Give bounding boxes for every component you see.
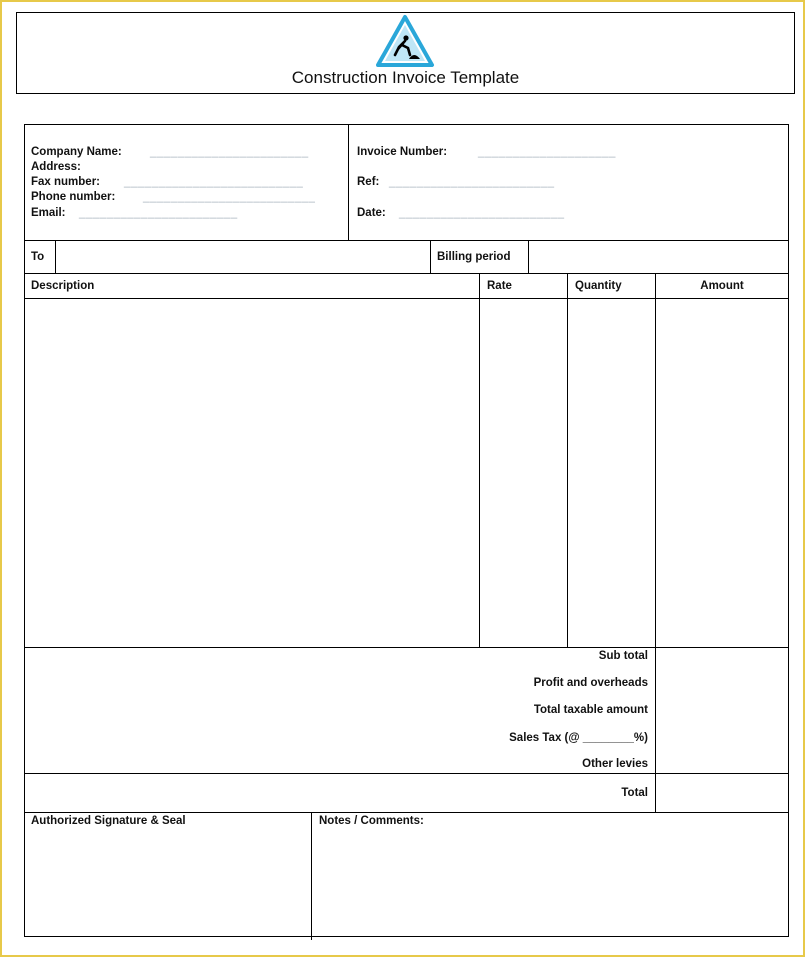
- table-left-border: [24, 124, 25, 937]
- rate-column-header: Rate: [487, 280, 512, 292]
- footer-divider: [311, 812, 312, 940]
- rate-column-line: [479, 273, 480, 647]
- header-divider: [348, 124, 349, 240]
- sales-tax-label: Sales Tax (@ ________%): [509, 732, 648, 744]
- billing-divider-right: [528, 240, 529, 273]
- items-bottom-line: [24, 647, 789, 648]
- table-top-border: [24, 124, 789, 125]
- invoice-number-label: Invoice Number:: [357, 146, 448, 158]
- info-bottom-line: [24, 240, 789, 241]
- phone-label: Phone number:: [31, 191, 116, 203]
- table-right-border: [788, 124, 789, 937]
- email-label: Email:: [31, 207, 66, 219]
- company-name-label: Company Name:: [31, 146, 122, 158]
- subtotal-label: Sub total: [598, 650, 648, 662]
- signature-seal-label: Authorized Signature & Seal: [31, 815, 186, 827]
- address-label: Address:: [31, 161, 81, 173]
- quantity-column-line: [567, 273, 568, 647]
- total-row-bottom-line: [24, 812, 789, 813]
- phone-field[interactable]: _________________________: [143, 191, 316, 203]
- billing-period-label: Billing period: [437, 251, 511, 263]
- date-field[interactable]: ________________________: [399, 207, 565, 219]
- ref-label: Ref:: [357, 176, 380, 188]
- to-row-bottom-line: [24, 273, 789, 274]
- to-divider: [55, 240, 56, 273]
- other-levies-label: Other levies: [582, 758, 648, 770]
- ref-field[interactable]: ________________________: [389, 176, 555, 188]
- company-name-field[interactable]: _______________________: [150, 146, 309, 158]
- billing-divider-left: [430, 240, 431, 273]
- quantity-column-header: Quantity: [575, 280, 622, 292]
- column-header-bottom-line: [24, 298, 789, 299]
- email-field[interactable]: _______________________: [79, 207, 238, 219]
- description-column-header: Description: [31, 280, 95, 292]
- amount-column-header: Amount: [700, 280, 744, 292]
- table-bottom-border: [24, 936, 789, 937]
- notes-comments-label: Notes / Comments:: [319, 815, 424, 827]
- totals-divider: [24, 773, 789, 774]
- total-label: Total: [621, 787, 648, 799]
- invoice-number-field[interactable]: ____________________: [478, 146, 616, 158]
- profit-overheads-label: Profit and overheads: [533, 677, 648, 689]
- date-label: Date:: [357, 207, 386, 219]
- amount-column-line: [655, 273, 656, 813]
- document-title: Construction Invoice Template: [291, 68, 520, 87]
- fax-label: Fax number:: [31, 176, 101, 188]
- taxable-amount-label: Total taxable amount: [533, 704, 648, 716]
- fax-field[interactable]: __________________________: [124, 176, 304, 188]
- construction-worker-sign-icon: [375, 14, 435, 68]
- to-label: To: [31, 251, 45, 263]
